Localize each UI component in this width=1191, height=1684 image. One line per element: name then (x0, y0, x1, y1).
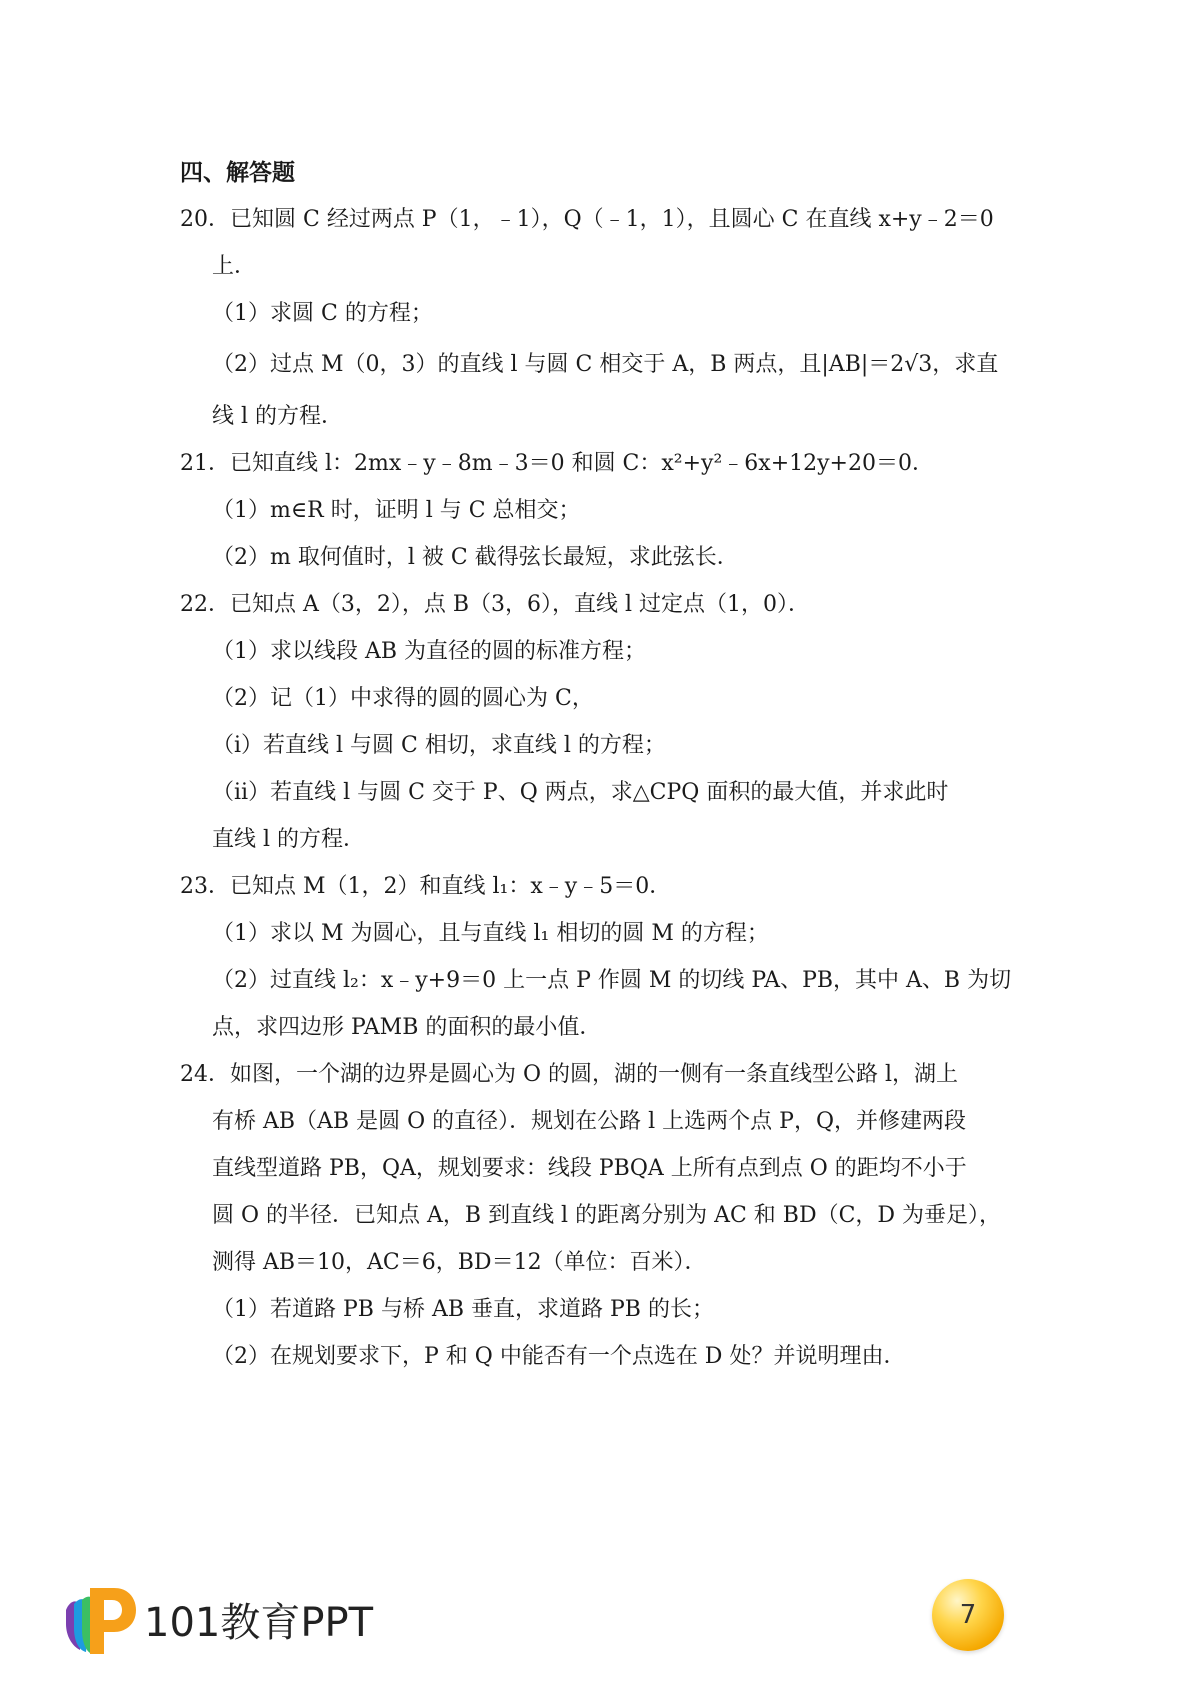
q22-part-2-ii-line-2: 直线 l 的方程． (212, 827, 366, 852)
q24-line-3: 直线型道路 PB，QA，规划要求：线段 PBQA 上所有点到点 O 的距均不小于 (212, 1156, 967, 1181)
q24-line-5: 测得 AB＝10，AC＝6，BD＝12（单位：百米）． (212, 1250, 707, 1275)
q23-part-1: （1）求以 M 为圆心，且与直线 l₁ 相切的圆 M 的方程； (212, 921, 769, 946)
q24-part-1: （1）若道路 PB 与桥 AB 垂直，求道路 PB 的长； (212, 1297, 714, 1322)
q21-line-1: 21．已知直线 l：2mx﹣y﹣8m﹣3＝0 和圆 C：x²+y²﹣6x+12y+20＝0． (180, 451, 934, 476)
q24-line-2: 有桥 AB（AB 是圆 O 的直径）．规划在公路 l 上选两个点 P，Q，并修建两段 (212, 1109, 966, 1134)
q24-line-4: 圆 O 的半径．已知点 A，B 到直线 l 的距离分别为 AC 和 BD（C，D 为垂足）， (212, 1203, 1002, 1228)
q22-part-2: （2）记（1）中求得的圆的圆心为 C， (212, 686, 594, 711)
q23-part-2-line-2: 点，求四边形 PAMB 的面积的最小值． (212, 1015, 602, 1040)
q21-part-1: （1）m∈R 时，证明 l 与 C 总相交； (212, 498, 581, 523)
page-number-badge (932, 1579, 1004, 1651)
q24-part-2: （2）在规划要求下，P 和 Q 中能否有一个点选在 D 处？并说明理由． (212, 1344, 906, 1369)
page-number: 7 (959, 1600, 977, 1630)
q22-part-2-i: （ⅰ）若直线 l 与圆 C 相切，求直线 l 的方程； (212, 733, 666, 758)
q20-part-1: （1）求圆 C 的方程； (212, 301, 433, 326)
q20-part-2-line-1: （2）过点 M（0，3）的直线 l 与圆 C 相交于 A，B 两点，且|AB|＝2√3，求直 (212, 352, 999, 377)
q21-part-2: （2）m 取何值时，l 被 C 截得弦长最短，求此弦长． (212, 545, 739, 570)
footer-logo (60, 1580, 373, 1658)
q22-part-2-ii-line-1: （ⅱ）若直线 l 与圆 C 交于 P、Q 两点，求△CPQ 面积的最大值，并求此时 (212, 780, 949, 805)
q20-part-2-line-2: 线 l 的方程． (212, 404, 344, 429)
q24-line-1: 24．如图，一个湖的边界是圆心为 O 的圆，湖的一侧有一条直线型公路 l，湖上 (180, 1062, 959, 1087)
section-title: 四、解答题 (180, 159, 295, 186)
q23-line-1: 23．已知点 M（1，2）和直线 l₁：x﹣y﹣5＝0． (180, 874, 672, 899)
q22-part-1: （1）求以线段 AB 为直径的圆的标准方程； (212, 639, 647, 664)
exercise-content (180, 150, 1020, 1380)
q20-line-1: 20．已知圆 C 经过两点 P（1，﹣1），Q（﹣1，1），且圆心 C 在直线 x+y﹣2＝0 (180, 207, 994, 232)
q23-part-2-line-1: （2）过直线 l₂：x﹣y+9＝0 上一点 P 作圆 M 的切线 PA、PB，其中 A、B 为切 (212, 968, 1012, 993)
logo-icon (60, 1580, 138, 1658)
q20-line-2: 上． (212, 254, 257, 279)
q22-line-1: 22．已知点 A（3，2），点 B（3，6），直线 l 过定点（1，0）． (180, 592, 811, 617)
logo-text: 101教育PPT (144, 1599, 374, 1646)
